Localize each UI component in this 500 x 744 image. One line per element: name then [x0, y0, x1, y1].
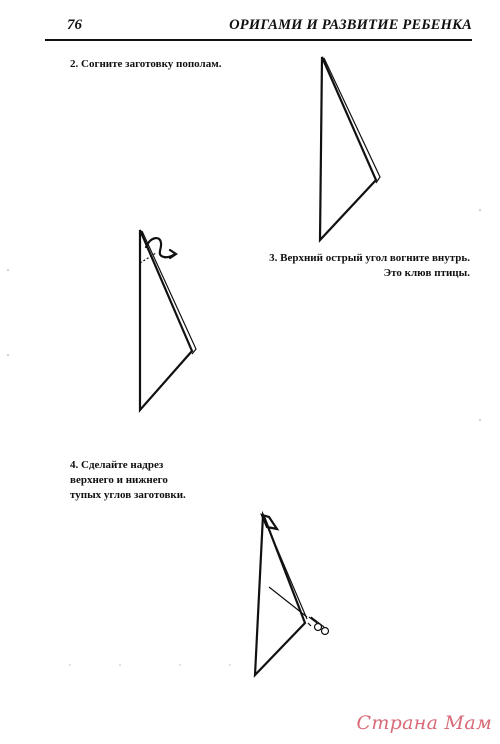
- page-number: 76: [67, 17, 82, 33]
- step-4-line-3: тупых углов заготовки.: [70, 489, 186, 501]
- site-watermark: Страна Мам: [356, 712, 492, 734]
- step-3-line-1: 3. Верхний острый угол вогните внутрь.: [269, 252, 470, 264]
- step-2-instruction: 2. Согните заготовку пополам.: [70, 58, 222, 70]
- step-4-line-2: верхнего и нижнего: [70, 474, 168, 486]
- step-3-line-2: Это клюв птицы.: [383, 267, 470, 279]
- running-title: ОРИГАМИ И РАЗВИТИЕ РЕБЕНКА: [229, 17, 472, 33]
- step-4-line-1: 4. Сделайте надрез: [70, 459, 164, 471]
